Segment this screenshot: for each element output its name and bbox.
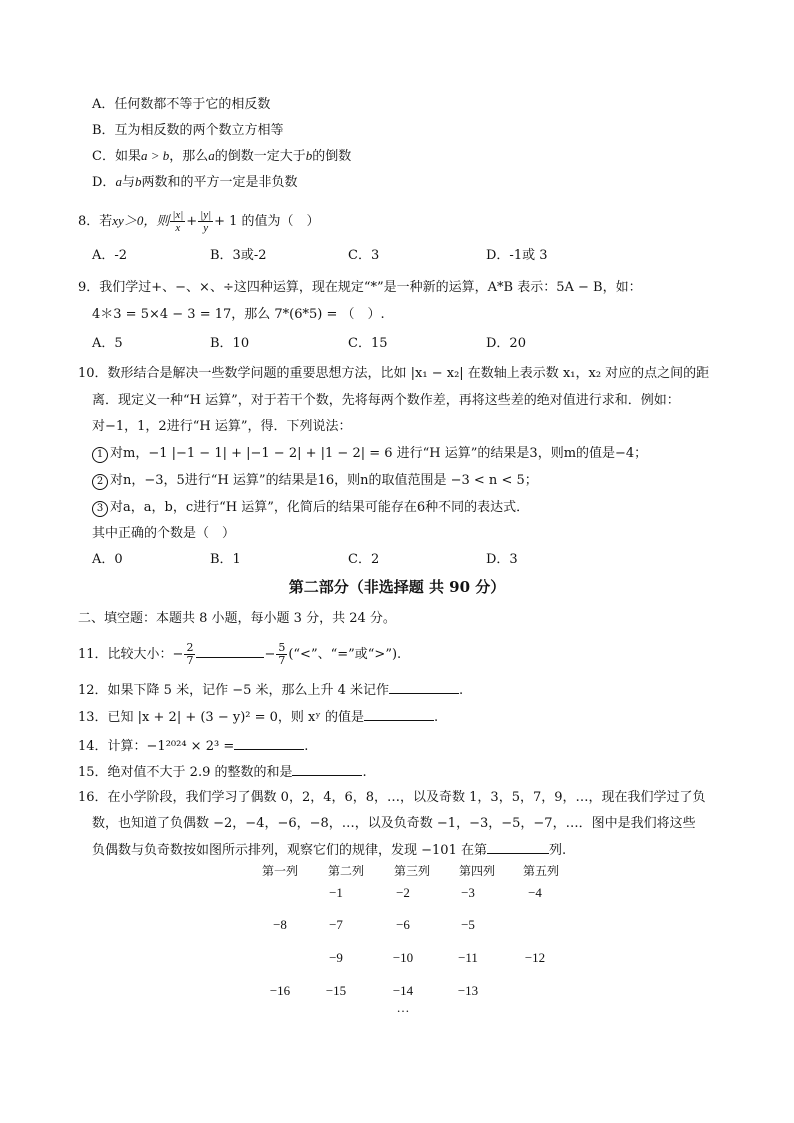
q11-frac1-num: 2 — [186, 641, 194, 654]
q15-end: . — [362, 765, 367, 780]
q16-line3 — [92, 841, 566, 860]
table-cell: −11 — [458, 950, 478, 965]
table-cell: −13 — [457, 983, 479, 998]
q7-d-mid: 与 — [121, 175, 135, 190]
q8-frac2-den: y — [203, 222, 209, 234]
q10-statement-2 — [92, 472, 538, 490]
q13 — [78, 708, 438, 727]
q7-d-var-b: b — [134, 174, 142, 189]
q15-text: 15．绝对值不大于 2.9 的整数的和是 — [78, 765, 293, 780]
table-cell: −16 — [269, 983, 291, 998]
q10-ask: 其中正确的个数是（ ） — [92, 526, 236, 541]
table-cell: −3 — [461, 885, 475, 900]
table-header: 第二列 — [327, 864, 364, 878]
q10-line2: 离．现定义一种“H 运算”，对于若干个数，先将每两个数作差，再将这些差的绝对值进行求和．例如： — [92, 393, 680, 408]
q8-option-a: A．-2 — [92, 248, 128, 263]
q9-option-d: D．20 — [486, 336, 526, 351]
q10-s2-text: 对n，−3，5进行“H 运算”的结果是16，则n的取值范围是 −3 < n < 5； — [110, 473, 538, 488]
q9-option-b: B．10 — [210, 336, 250, 351]
q13-answer-blank[interactable] — [364, 708, 434, 721]
q11-fraction-2 — [276, 642, 287, 667]
table-cell: −6 — [396, 917, 410, 932]
q16-answer-blank[interactable] — [487, 841, 549, 854]
q10-option-d: D．3 — [486, 552, 518, 567]
table-cell: −12 — [524, 950, 546, 965]
q12 — [78, 681, 463, 700]
q8-option-c: C．3 — [348, 248, 380, 263]
q11-fraction-1 — [184, 642, 195, 667]
q7-c-var-a: a — [208, 148, 215, 163]
table-cell: −10 — [392, 950, 414, 965]
q16-line3-end: 列. — [548, 843, 567, 858]
q7-d-label: D． — [92, 175, 116, 190]
q8-frac2-num: |y| — [200, 209, 212, 221]
q10-s3-text: 对a，a，b，c进行“H 运算”，化简后的结果可能存在6种不同的表达式． — [110, 500, 530, 515]
q8-plus: + — [186, 214, 198, 229]
q7-option-a: A．任何数都不等于它的相反数 — [92, 97, 271, 112]
q9-option-a: A．5 — [92, 336, 123, 351]
q10-statement-3 — [92, 499, 529, 517]
q7-c-condition: a > b — [140, 148, 170, 163]
q7-option-c — [92, 147, 351, 166]
table-header: 第四列 — [458, 864, 495, 878]
q9-example: 4＊3 = 5×4 − 3 = 17，那么 7*(6*5) = （ ）. — [92, 307, 385, 322]
q12-end: . — [459, 683, 464, 698]
q7-d-var-a: a — [115, 174, 122, 189]
q8-frac1-num: |x| — [172, 209, 184, 221]
table-header: 第一列 — [261, 864, 298, 878]
q11-frac2-den: 7 — [278, 654, 286, 667]
q7-c-mid: ，那么 — [169, 149, 209, 164]
q10-option-b: B．1 — [210, 552, 241, 567]
section2-header: 二、填空题：本题共 8 小题，每小题 3 分，共 24 分。 — [78, 611, 396, 626]
q13-text: 13．已知 |x + 2| + (3 − y)² = 0，则 xʸ 的值是 — [78, 710, 365, 725]
q16-line1: 16．在小学阶段，我们学习了偶数 0，2，4，6，8，…，以及奇数 1，3，5，7，9，…，现在我们学过了负 — [78, 790, 706, 805]
q11-minus: − — [264, 647, 276, 662]
q8-option-b: B．3或-2 — [210, 248, 267, 263]
circle-3-marker: 3 — [92, 501, 108, 517]
table-cell: −8 — [273, 917, 287, 932]
q8-tail: + 1 的值为（ ） — [214, 214, 320, 229]
q11-frac1-den: 7 — [186, 654, 194, 667]
q7-c-prefix: C．如果 — [92, 149, 141, 164]
q8-option-d: D．-1或 3 — [486, 248, 548, 263]
table-cell: −9 — [329, 950, 343, 965]
q10-option-c: C．2 — [348, 552, 380, 567]
q7-c-end: 的倒数 — [312, 149, 352, 164]
q12-text: 12．如果下降 5 米，记作 −5 米，那么上升 4 米记作 — [78, 683, 390, 698]
q16-line3-text: 负偶数与负奇数按如图所示排列，观察它们的规律，发现 −101 在第 — [92, 843, 487, 858]
q8-stem — [78, 206, 320, 237]
q14 — [78, 737, 308, 756]
q7-c-text: 的倒数一定大于 — [214, 149, 306, 164]
circle-1-marker: 1 — [92, 447, 108, 463]
circle-2-marker: 2 — [92, 474, 108, 490]
table-cell: −4 — [528, 885, 542, 900]
q11-answer-blank[interactable] — [196, 645, 264, 658]
q8-fraction-y — [198, 209, 213, 234]
q8-frac1-den: x — [175, 222, 181, 234]
q10-s1-text: 对m，−1 |−1 − 1| + |−1 − 2| + |1 − 2| = 6 进行“H 运算”的结果是3，则m的值是−4； — [110, 446, 648, 461]
q9-stem: 9．我们学过+、−、×、÷这四种运算，现在规定“*”是一种新的运算，A*B 表示：5A − B，如： — [78, 280, 642, 295]
q8-condition: xy＞0，则 — [112, 213, 170, 228]
q11-frac2-num: 5 — [278, 641, 286, 654]
table-cell: −5 — [461, 917, 475, 932]
q11-prefix: 11．比较大小：− — [78, 647, 184, 662]
table-cell: −15 — [325, 983, 347, 998]
q7-d-end: 两数和的平方一定是非负数 — [141, 175, 298, 190]
q11-tail: (“<”、“=”或“>”). — [288, 647, 402, 662]
table-cell: −7 — [329, 917, 343, 932]
table-cell: −14 — [392, 983, 414, 998]
q13-end: . — [434, 710, 439, 725]
table-cell: −1 — [329, 885, 343, 900]
q10-statement-1 — [92, 445, 647, 463]
q9-option-c: C．15 — [348, 336, 388, 351]
q14-answer-blank[interactable] — [234, 737, 304, 750]
table-ellipsis: … — [396, 1000, 410, 1015]
q15 — [78, 763, 367, 782]
table-header: 第五列 — [522, 864, 559, 878]
q16-line2: 数，也知道了负偶数 −2，−4，−6，−8，…，以及负奇数 −1，−3，−5，−7，…．图中是我们将这些 — [92, 816, 696, 831]
q15-answer-blank[interactable] — [292, 763, 362, 776]
q14-end: . — [304, 739, 309, 754]
q7-c-var-b: b — [305, 148, 313, 163]
q11 — [78, 640, 401, 670]
q14-text: 14．计算：−1²⁰²⁴ × 2³ = — [78, 739, 235, 754]
table-header: 第三列 — [393, 864, 430, 878]
q10-line3: 对−1，1，2进行“H 运算”，得．下列说法： — [92, 419, 352, 434]
q7-option-d — [92, 173, 297, 192]
q10-option-a: A．0 — [92, 552, 123, 567]
q10-line1: 10．数形结合是解决一些数学问题的重要思想方法，比如 |x₁ − x₂| 在数轴上表示数 x₁，x₂ 对应的点之间的距 — [78, 366, 710, 381]
q8-fraction-x — [170, 209, 185, 234]
q12-answer-blank[interactable] — [389, 681, 459, 694]
q7-option-b: B．互为相反数的两个数立方相等 — [92, 123, 284, 138]
table-cell: −2 — [396, 885, 410, 900]
q8-prefix: 8．若 — [78, 214, 113, 229]
part2-title: 第二部分（非选择题 共 90 分） — [288, 578, 506, 596]
